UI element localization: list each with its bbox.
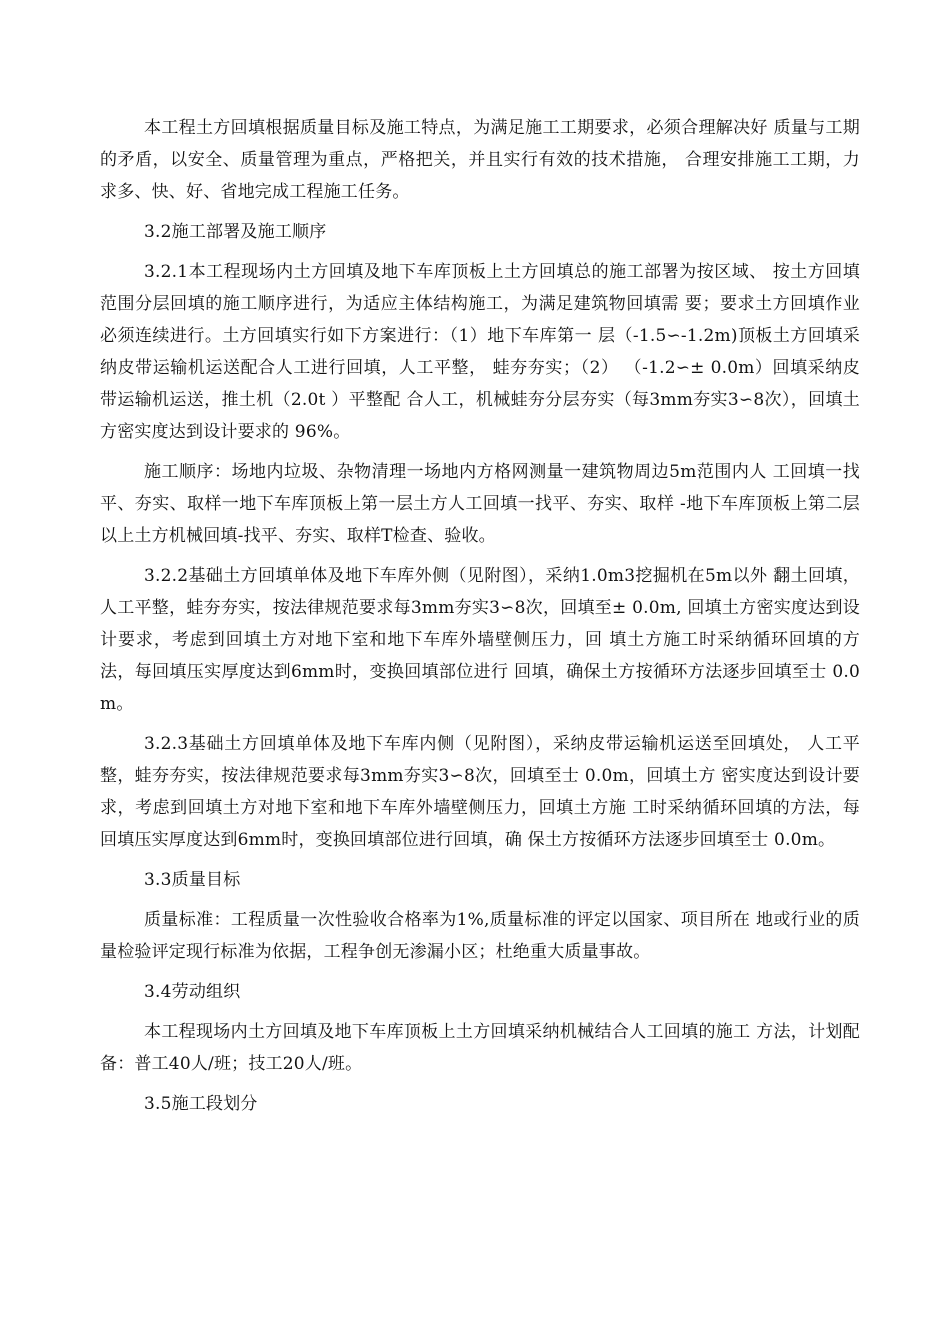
document-body (100, 112, 860, 1120)
heading-3-5: 3.5施工段划分 (144, 1094, 258, 1114)
heading-3-2: 3.2施工部署及施工顺序 (144, 222, 327, 242)
paragraph-3-2-3: 3.2.3基础土方回填单体及地下车库内侧（见附图），采纳皮带运输机运送至回填处， 人工平整，蛙夯夯实，按法律规范要求每3mm夯实3∽8次，回填至士 0.0m，回填土方 密实度达到设计要求，考虑到回填土方对地下室和地下车库外墙壁侧压力，回填土方施 工时采纳循环回填的方法，每回填压实厚度达到6mm时，变换回填部位进行回填，确 保土方按循环方法逐步回填至士 0.0m。 (100, 734, 860, 850)
heading-3-3: 3.3质量目标 (144, 870, 241, 890)
paragraph-construction-sequence: 施工顺序：场地内垃圾、杂物清理一场地内方格网测量一建筑物周边5m范围内人 工回填一找平、夯实、取样一地下车库顶板上第一层土方人工回填一找平、夯实、取样 -地下车库顶板上第二层以上土方机械回填-找平、夯实、取样T检查、验收。 (100, 462, 860, 546)
paragraph-labor-organization: 本工程现场内土方回填及地下车库顶板上土方回填采纳机械结合人工回填的施工 方法，计划配备：普工40人/班；技工20人/班。 (100, 1022, 860, 1074)
paragraph-3-2-2: 3.2.2基础土方回填单体及地下车库外侧（见附图），采纳1.0m3挖掘机在5m以外 翻土回填，人工平整，蛙夯夯实，按法律规范要求每3mm夯实3∽8次，回填至± 0.0m, 回填土方密实度达到设计要求，考虑到回填土方对地下室和地下车库外墙壁侧压力，回 填土方施工时采纳循环回填的方法，每回填压实厚度达到6mm时，变换回填部位进行 回填，确保土方按循环方法逐步回填至士 0.0m。 (100, 566, 860, 714)
paragraph-3-2-1: 3.2.1本工程现场内土方回填及地下车库顶板上土方回填总的施工部署为按区域、 按土方回填范围分层回填的施工顺序进行，为适应主体结构施工，为满足建筑物回填需 要；要求土方回填作业必须连续进行。土方回填实行如下方案进行：（1）地下车库第一 层（-1.5∽-1.2m)顶板土方回填采纳皮带运输机运送配合人工进行回填，人工平整， 蛙夯夯实；（2） （-1.2∽± 0.0m）回填采纳皮带运输机运送，推土机（2.0t ）平整配 合人工，机械蛙夯分层夯实（每3mm夯实3∽8次），回填土方密实度达到设计要求的 96%。 (100, 262, 860, 442)
paragraph-quality-standard: 质量标准：工程质量一次性验收合格率为1%,质量标准的评定以国家、项目所在 地或行业的质量检验评定现行标准为依据，工程争创无渗漏小区；杜绝重大质量事故。 (100, 910, 860, 962)
heading-3-4: 3.4劳动组织 (144, 982, 241, 1002)
paragraph-intro: 本工程土方回填根据质量目标及施工特点，为满足施工工期要求，必须合理解决好 质量与工期的矛盾，以安全、质量管理为重点，严格把关，并且实行有效的技术措施， 合理安排施工工期，力求多、快、好、省地完成工程施工任务。 (100, 118, 860, 202)
